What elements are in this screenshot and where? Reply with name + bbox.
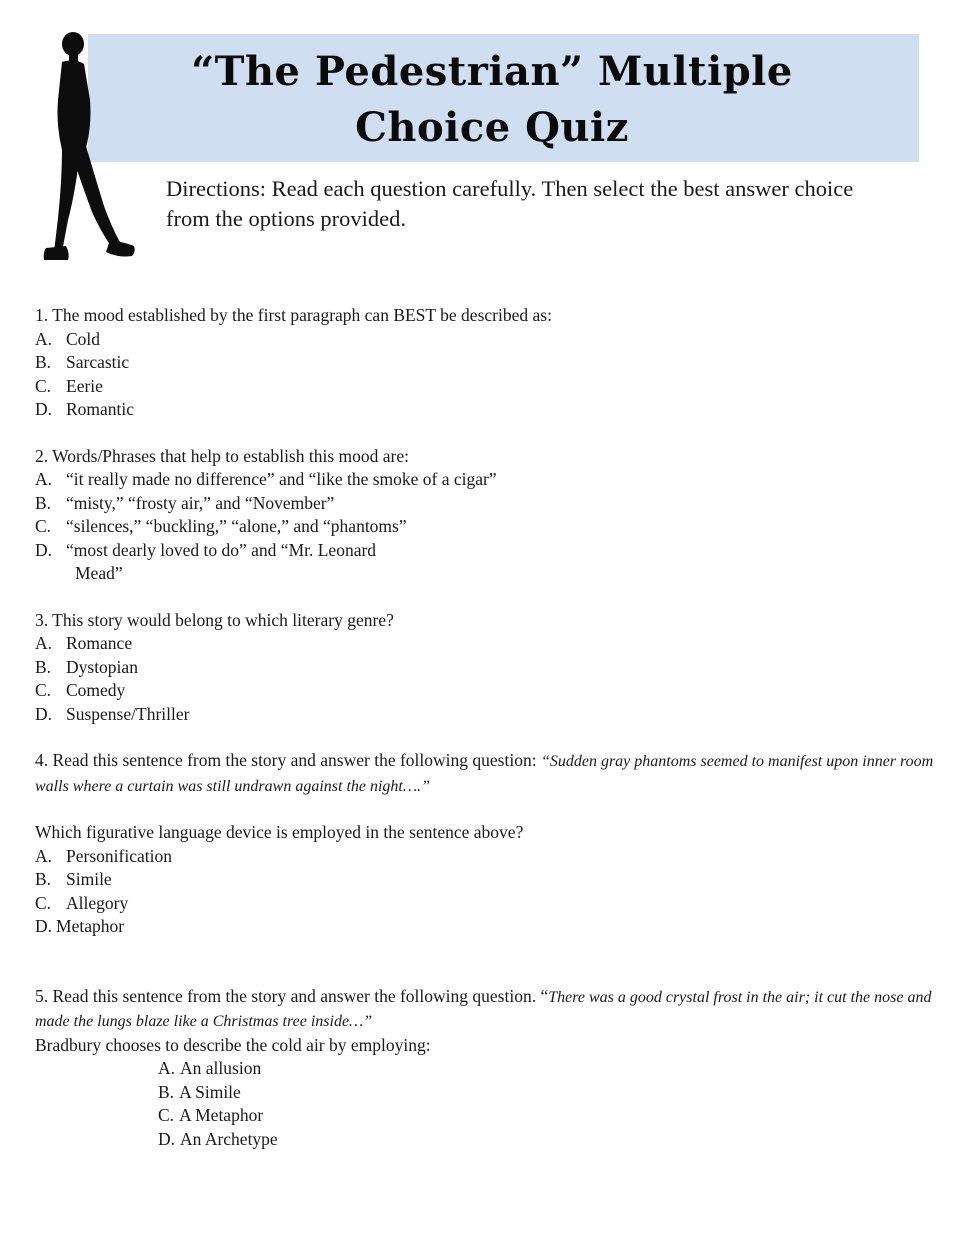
directions-text: Directions: Read each question carefully. Then select the best answer choice from the options provided. [166,176,854,231]
question-3-prompt: 3. This story would belong to which literary genre? [35,609,394,630]
question-4 [35,749,950,939]
question-5-option-c[interactable]: C. A Metaphor [158,1105,264,1125]
question-1-option-a[interactable]: A. Cold [35,328,101,349]
question-2-option-a[interactable]: A. “it really made no difference” and “like the smoke of a cigar” [35,469,497,489]
question-1-option-b[interactable]: B. Sarcastic [35,352,130,372]
question-3 [35,609,950,727]
title-line-2: Choice Quiz [355,104,629,151]
question-4-prompt: 4. Read this sentence from the story and answer the following question: “Sudden gray phantoms seemed to manifest upon inner room walls where a curtain was still undrawn against the night….” [35,750,934,795]
title-line-1: “The Pedestrian” Multiple [191,48,793,95]
question-4-option-d[interactable]: D. Metaphor [35,916,125,936]
question-2 [35,445,950,586]
question-3-option-d[interactable]: D. Suspense/Thriller [35,703,190,724]
question-5-quote: There was a good crystal frost in the air; it cut the nose and made the lungs blaze like a Christmas tree inside…” [35,988,932,1030]
question-1 [35,304,950,422]
question-5-prompt: 5. Read this sentence from the story and answer the following question. “There was a good crystal frost in the air; it cut the nose and made the lungs blaze like a Christmas tree inside…” [35,985,932,1030]
question-2-option-b[interactable]: B. “misty,” “frosty air,” and “November” [35,492,335,513]
question-5 [35,985,950,1152]
page-title [88,44,896,156]
question-4-option-a[interactable]: A. Personification [35,845,172,866]
question-5-option-b[interactable]: B. A Simile [158,1081,241,1102]
question-1-option-d[interactable]: D. Romantic [35,399,135,419]
question-5-followup: Bradbury chooses to describe the cold air by employing: [35,1034,431,1055]
question-4-quote: “Sudden gray phantoms seemed to manifest upon inner room walls where a curtain was still undrawn against the night….” [35,753,934,795]
question-5-option-d[interactable]: D. An Archetype [158,1128,278,1149]
question-4-option-c[interactable]: C. Allegory [35,892,129,913]
question-4-option-b[interactable]: B. Simile [35,869,112,889]
question-3-option-a[interactable]: A. Romance [35,633,133,653]
question-1-prompt: 1. The mood established by the first paragraph can BEST be described as: [35,305,552,325]
quiz-body [35,304,950,1151]
question-5-option-a[interactable]: A. An allusion [158,1058,262,1078]
question-3-option-c[interactable]: C. Comedy [35,680,126,700]
question-3-option-b[interactable]: B. Dystopian [35,656,138,677]
question-2-option-d[interactable]: D. “most dearly loved to do” and “Mr. Leonard [35,539,377,560]
question-2-option-c[interactable]: C. “silences,” “buckling,” “alone,” and “phantoms” [35,516,407,536]
question-2-option-d-continuation: Mead” [75,563,123,583]
question-4-followup: Which figurative language device is employed in the sentence above? [35,822,524,842]
question-2-prompt: 2. Words/Phrases that help to establish this mood are: [35,445,409,466]
question-1-option-c[interactable]: C. Eerie [35,375,103,396]
